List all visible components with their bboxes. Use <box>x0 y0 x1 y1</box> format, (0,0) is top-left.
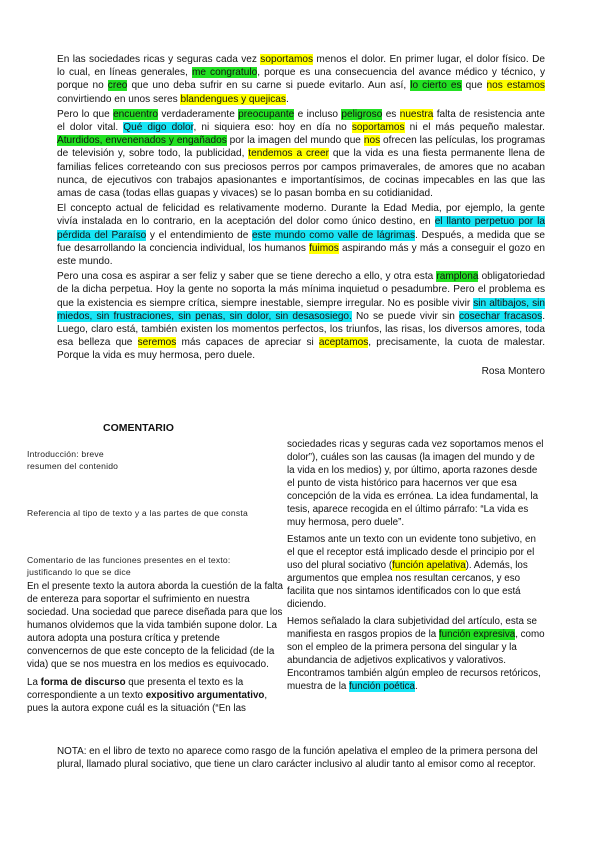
commentary-paragraph: sociedades ricas y seguras cada vez soportamos menos el dolor”), cuáles son las causas (la imagen del mundo y de la vida en los medios) y, por último, aporta razones desde el punto de vista histórico para hacernos ver que esa concepción de la vida es errónea. La idea fundamental, la tesis, aparece recogida en el último párrafo: “La vida es muy hermosa, pero duele”. <box>287 439 544 528</box>
highlight-green: Aturdidos, envenenados y engañados <box>57 135 227 147</box>
highlight-green: peligroso <box>341 108 383 120</box>
author-signature: Rosa Montero <box>481 365 545 377</box>
commentary-paragraph: Hemos señalado la clara subjetividad del artículo, esta se manifiesta en rasgos propios de la función expresiva, como son el empleo de la primera persona del singular y la abundancia de adjetivos explicativos y valorativos. Encontramos también algún empleo de recursos retóricos, muestra de la función poética. <box>287 616 545 692</box>
commentary-paragraph: En el presente texto la autora aborda la cuestión de la falta de entereza para soportar el sufrimiento en nuestra sociedad. Una sociedad que parece diseñada para que los humanos olvidemos que la vida también supone dolor. La autora adopta una postura crítica y pretende convencernos de que este concepto de la felicidad (de la vida) que se nos muestra en los medios es equivocado. <box>27 581 283 670</box>
label-text-type: Referencia al tipo de texto y a las partes de que consta <box>27 508 248 518</box>
highlight-green: preocupante <box>238 108 295 120</box>
highlight-yellow: soportamos <box>351 122 405 134</box>
article-paragraph-2: Pero lo que encuentro verdaderamente preocupante e incluso peligroso es nuestra falta de resistencia ante el dolor vital. Qué digo dolor, ni siquiera eso: hoy en día no soportamos ni el más pequeño malestar. Aturdidos, envenenados y engañados por la imagen del mundo que nos ofrecen las películas, los programas de televisión y, sobre todo, la publicidad, tendemos a creer que la vida es una fiesta permanente llena de familias felices correteando con sus preciosos perros por campos primaverales, de amores que no acaban nunca, de ejecutivos con trabajos apasionantes e importantísimos, de cocinas impecables en las que las amas de casa (todas ellas guapas y vivaces) se lo pasan bomba en su cotidianidad. <box>57 108 546 200</box>
article-paragraph-4: Pero una cosa es aspirar a ser feliz y saber que se tiene derecho a ello, y otra esta ramplona obligatoriedad de la dicha perpetua. Hoy la gente no soporta la más mínima inquietud o pesadumbre. Pero el problema es que la existencia es siempre crítica, siempre inestable, siempre irregular. No es posible vivir sin altibajos, sin miedos, sin frustraciones, sin penas, sin dolor, sin desasosiego. No se puede vivir sin cosechar fracasos. Luego, claro está, también existen los momentos perfectos, los triunfos, las risas, los diversos amores, toda esa belleza que seremos más capaces de apreciar si aceptamos, precisamente, la cuota de malestar. Porque la vida es muy hermosa, pero duele. <box>57 271 545 362</box>
commentary-paragraph: Estamos ante un texto con un evidente tono subjetivo, en el que el receptor está implicado desde el principio por el uso del plural sociativo (función apelativa). Además, los argumentos que emplea nos resultan cercanos, y eso facilita que nos sintamos identificados con lo que está diciendo. <box>287 534 536 610</box>
highlight-green: lo cierto es <box>410 80 462 92</box>
highlight-green: creo <box>107 80 128 92</box>
footnote: NOTA: en el libro de texto no aparece como rasgo de la función apelativa el empleo de la primera persona del plural, llamado plural sociativo, que tiene un claro carácter inclusivo al aludir tanto al emisor como al receptor. <box>57 746 538 770</box>
highlight-yellow: nuestra <box>399 108 434 120</box>
article-paragraph-1: En las sociedades ricas y seguras cada vez soportamos menos el dolor. En primer lugar, el dolor físico. De lo cual, en líneas generales, me congratulo, porque es una consecuencia del avance médico y técnico, y porque no creo que uno deba sufrir en su carne si puede evitarlo. Aun así, lo cierto es que nos estamos convirtiendo en unos seres blandengues y quejicas. <box>57 54 545 105</box>
highlight-green: me congratulo <box>191 67 258 79</box>
highlight-yellow: fuimos <box>309 242 339 254</box>
highlight-green: ramplona <box>436 271 479 283</box>
article-paragraph-3: El concepto actual de felicidad es relativamente moderno. Durante la Edad Media, por ejemplo, la gente vivía instalada en lo contrario, en la aceptación del dolor como único destino, en el llanto perpetuo por la pérdida del Paraíso y el entendimiento de este mundo como valle de lágrimas. Después, a medida que se fue desarrollando la conciencia individual, los humanos fuimos aspirando más y más a conseguir el gozo en este mundo. <box>57 203 546 268</box>
highlight-yellow: soportamos <box>260 54 314 65</box>
highlight-yellow: blandengues y quejicas <box>180 93 286 105</box>
highlight-yellow: nos estamos <box>486 80 545 92</box>
highlight-green: función expresiva <box>438 629 516 640</box>
article-body <box>57 53 545 378</box>
highlight-cyan: Qué digo dolor <box>123 122 194 134</box>
highlight-yellow: función apelativa <box>392 560 466 571</box>
highlight-yellow: nos <box>363 135 381 147</box>
highlight-yellow: tendemos a creer <box>248 148 329 160</box>
commentary-paragraph: La forma de discurso que presenta el texto es la correspondiente a un texto expositivo argumentativo, pues la autora expone cuál es la situación (“En las <box>27 677 268 714</box>
highlight-cyan: el llanto perpetuo por la pérdida del Paraíso <box>57 216 546 241</box>
highlight-green: encuentro <box>113 108 158 120</box>
highlight-yellow: aceptamos <box>318 337 369 349</box>
commentary-right-column <box>287 438 545 697</box>
highlight-cyan: cosechar fracasos <box>458 310 543 322</box>
highlight-cyan: sin altibajos, sin miedos, sin frustraciones, sin penas, sin dolor, sin desasosiego. <box>57 297 545 322</box>
commentary-left-column <box>27 580 283 720</box>
label-functions: Comentario de las funciones presentes en el texto: justificando lo que se dice <box>27 555 231 577</box>
commentary-title: COMENTARIO <box>103 422 174 434</box>
label-introduction: Introducción: breve resumen del contenido <box>27 449 119 471</box>
highlight-cyan: función poética <box>349 681 415 692</box>
highlight-yellow: seremos <box>137 337 177 349</box>
highlight-cyan: este mundo como valle de lágrimas <box>252 229 416 241</box>
